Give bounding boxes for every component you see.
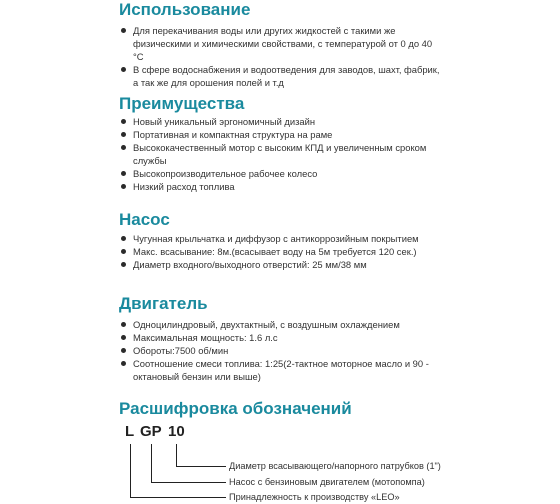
- list-item: Низкий расход топлива: [120, 180, 440, 193]
- bullet-icon: [121, 119, 126, 124]
- list-item: Чугунная крыльчатка и диффузор с антикоррозийным покрытием: [120, 232, 440, 245]
- decode-label-type: Насос с бензиновым двигателем (мотопомпа): [229, 477, 425, 487]
- list-item: Максимальная мощность: 1.6 л.с: [120, 331, 440, 344]
- bullet-icon: [121, 262, 126, 267]
- list-item: Портативная и компактная структура на раме: [120, 128, 440, 141]
- bullet-icon: [121, 335, 126, 340]
- list-item: Диаметр входного/выходного отверстий: 25 мм/38 мм: [120, 258, 440, 271]
- bullet-icon: [121, 249, 126, 254]
- code-part-brand: L: [125, 423, 135, 440]
- bullet-icon: [121, 348, 126, 353]
- connector-line-brand-h: [130, 497, 226, 498]
- bullet-icon: [121, 322, 126, 327]
- bullet-icon: [121, 67, 126, 72]
- connector-line-size-v: [176, 444, 177, 466]
- connector-line-brand-v: [130, 444, 131, 498]
- usage-list: [120, 24, 440, 89]
- list-item: Одноцилиндровый, двухтактный, с воздушным охлаждением: [120, 318, 440, 331]
- bullet-icon: [121, 171, 126, 176]
- decode-label-size: Диаметр всасывающего/напорного патрубков (1"): [229, 461, 441, 471]
- advantages-list: [120, 115, 440, 193]
- list-item: Высокопроизводительное рабочее колесо: [120, 167, 440, 180]
- decode-label-brand: Принадлежность к производству «LEO»: [229, 492, 400, 502]
- bullet-icon: [121, 28, 126, 33]
- pump-list: [120, 232, 440, 271]
- code-part-size: 10: [168, 423, 185, 440]
- list-item: Высококачественный мотор с высоким КПД и увеличенным сроком службы: [120, 141, 440, 167]
- list-item: Новый уникальный эргономичный дизайн: [120, 115, 440, 128]
- list-item: Обороты:7500 об/мин: [120, 344, 440, 357]
- decoding-title: Расшифровка обозначений: [119, 399, 352, 418]
- connector-line-type-v: [151, 444, 152, 482]
- section-title: Использование: [119, 0, 251, 19]
- section-title: Преимущества: [119, 94, 245, 113]
- list-item: Для перекачивания воды или других жидкостей с такими же физическими и химическими свойствами, с температурой от 0 до 40 °С: [120, 24, 440, 63]
- section-title: Насос: [119, 210, 170, 229]
- engine-list: [120, 318, 440, 383]
- list-item: В сфере водоснабжения и водоотведения для заводов, шахт, фабрик, а так же для орошения полей и т.д: [120, 63, 440, 89]
- connector-line-size-h: [176, 466, 226, 467]
- bullet-icon: [121, 361, 126, 366]
- code-part-type: GP: [140, 423, 162, 440]
- bullet-icon: [121, 236, 126, 241]
- bullet-icon: [121, 145, 126, 150]
- list-item: Соотношение смеси топлива: 1:25(2-тактное моторное масло и 90 - октановый бензин или выше): [120, 357, 440, 383]
- connector-line-type-h: [151, 482, 226, 483]
- section-title: Двигатель: [119, 294, 208, 313]
- list-item: Макс. всасывание: 8м.(всасывает воду на 5м требуется 120 сек.): [120, 245, 440, 258]
- bullet-icon: [121, 184, 126, 189]
- bullet-icon: [121, 132, 126, 137]
